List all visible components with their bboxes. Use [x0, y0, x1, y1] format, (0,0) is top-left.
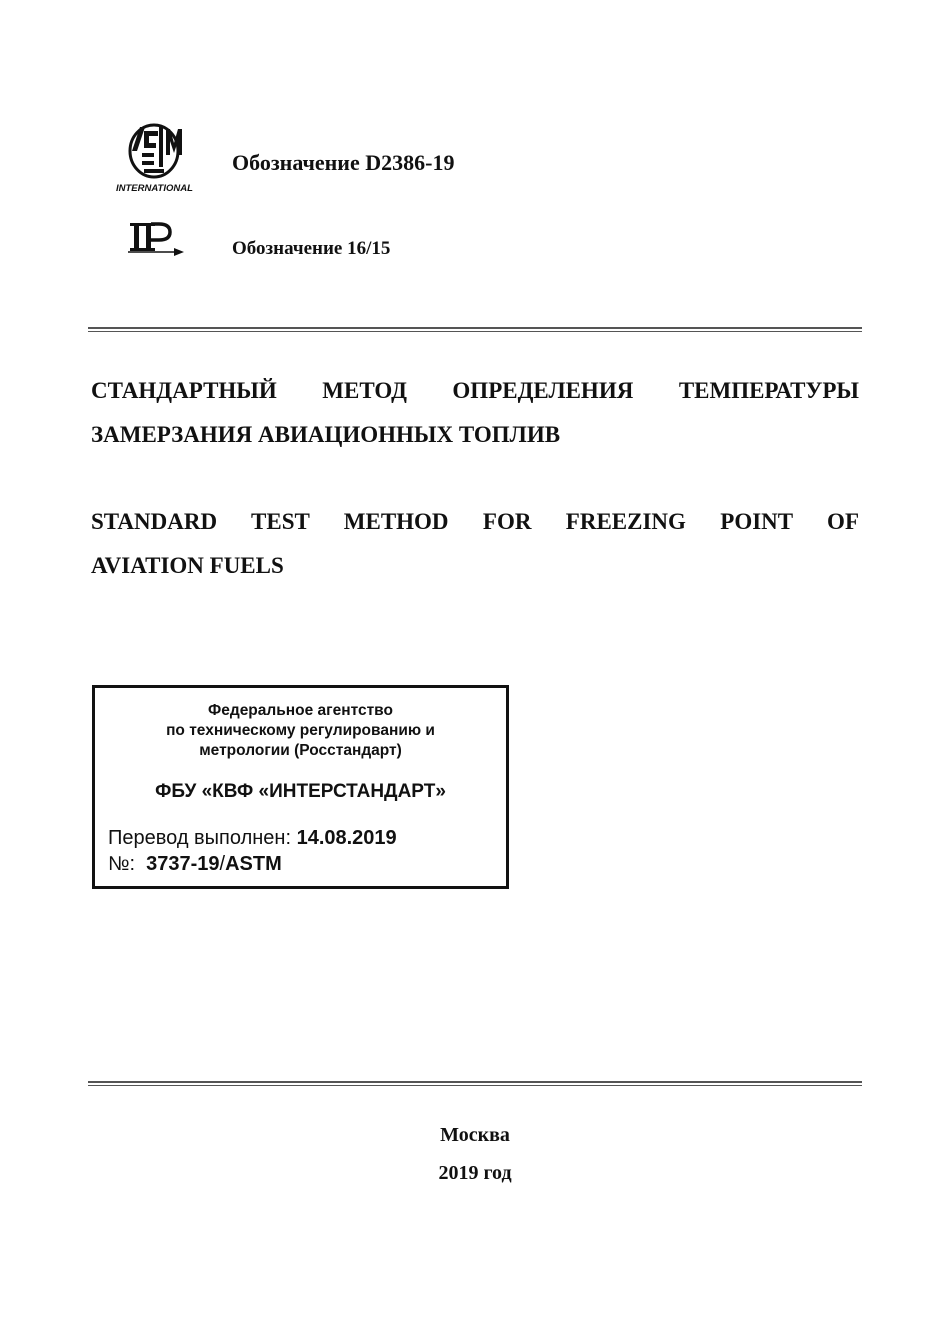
title-russian: [91, 369, 859, 457]
ip-designation: Обозначение 16/15: [232, 238, 391, 259]
astm-logo-text: INTERNATIONAL: [116, 183, 193, 194]
ip-logo-icon: [126, 219, 190, 257]
title-russian-line-2: ЗАМЕРЗАНИЯ АВИАЦИОННЫХ ТОПЛИВ: [91, 422, 561, 447]
stamp-translation-number: [108, 853, 282, 876]
stamp-agency-line-1: Федеральное агентство: [208, 702, 393, 719]
stamp-agency-line-2: по техническому регулированию и: [166, 722, 435, 739]
stamp-number-separator: /: [219, 853, 226, 875]
title-english-line-1: STANDARD TEST METHOD FOR FREEZING POINT OF: [91, 509, 859, 534]
title-english: [91, 500, 859, 588]
stamp-number-value: 3737-19: [146, 853, 220, 875]
stamp-agency-line-3: метрологии (Росстандарт): [199, 742, 402, 759]
stamp-number-suffix: ASTM: [225, 853, 282, 875]
astm-logo-icon: [114, 121, 198, 197]
title-russian-line-1: СТАНДАРТНЫЙ МЕТОД ОПРЕДЕЛЕНИЯ ТЕМПЕРАТУРЫ: [91, 378, 859, 403]
stamp-date-value: 14.08.2019: [296, 827, 397, 849]
top-divider: [88, 327, 862, 332]
publication-city: Москва: [440, 1124, 510, 1146]
stamp-number-label: №:: [108, 853, 147, 875]
astm-designation: Обозначение D2386-19: [232, 150, 455, 175]
title-english-line-2: AVIATION FUELS: [91, 553, 284, 578]
stamp-date-label: Перевод выполнен:: [108, 827, 297, 849]
stamp-organization: ФБУ «КВФ «ИНТЕРСТАНДАРТ»: [155, 781, 446, 802]
stamp-agency: [95, 701, 506, 761]
translation-stamp: [92, 685, 509, 889]
stamp-translation-date: [108, 827, 397, 850]
bottom-divider: [88, 1081, 862, 1086]
publication-year: 2019 год: [438, 1162, 512, 1184]
